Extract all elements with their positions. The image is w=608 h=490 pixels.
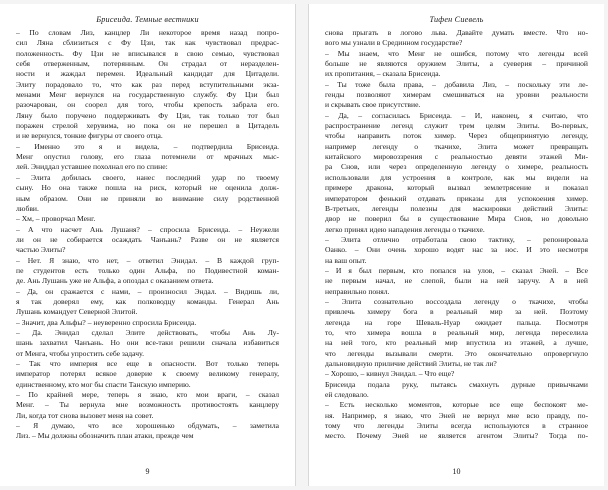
text-line: Оанко. – Они очень хорошо водят нас за нос. И это несмотря	[325, 245, 588, 255]
text-line: Ляну было поручено поддерживать Фу Цзи, так только тот был	[16, 110, 279, 120]
text-line: – Элита сознательно воссоздала легенду о ткачихе, чтобы	[325, 296, 588, 306]
text-line: частью Элиты?	[16, 245, 66, 255]
text-line: сыну. Но она также пошла на риск, который не оценила долж-	[16, 183, 279, 193]
text-line: привлечь химеру бога в реальный мир за ней. Поэтому	[325, 307, 588, 317]
left-running-header: Брисеида. Темные вестники	[96, 15, 199, 24]
text-line: место. Почему Эней не является агентом Элиты? Тогда по-	[325, 431, 588, 441]
left-page-number: 9	[145, 467, 150, 476]
text-line: – Элита добилась своего, нанес последний удар по твоему	[16, 172, 279, 182]
text-line: Лиз. – Мы должны обозначить план атаки, прежде чем	[16, 431, 194, 441]
text-line: Лушань командует Северной Элитой.	[16, 307, 138, 317]
text-line: ности и жаждал перемен. Идеальный кандидат для Цитадели.	[16, 69, 279, 79]
text-line: – И я был первым, кто попался на улов, – сказал Эней. – Все	[325, 265, 588, 275]
text-line: на ней того, кто реальный мир впустила из этажей, а лучше,	[325, 338, 588, 348]
text-line: и скрывать свое присутствие.	[325, 100, 421, 110]
text-line: ным образом. Они не приняли во внимание силу родственной	[16, 193, 279, 203]
text-line: легенда на горе Шеваль-Нуар ожидает пальца. Посмотря	[325, 317, 588, 327]
right-body-text	[325, 28, 588, 442]
text-line: китайского мировоззрения с реальностью девяти этажей Ми-	[325, 152, 588, 162]
text-line: не первым начал, не слепой, были на ней заручу. А в ней	[325, 276, 588, 286]
text-line: тому что легенды Элиты всегда используются в странное	[325, 421, 588, 431]
text-line: поражен стрелой херувима, но пока он не перешел в Цитадель	[16, 121, 279, 131]
left-page	[0, 4, 296, 486]
text-line: Ли, когда тот снова вызовет меня на совет.	[16, 410, 154, 420]
text-line: двор не поверил бы в существование Мира Снов, но довольно	[325, 214, 588, 224]
text-line: использовали для устроения в контроле, как мы видели на	[325, 172, 588, 182]
text-line: от Менга, чтобы упростить себе задачу.	[16, 348, 144, 358]
text-line: шань захватил Чанъань. Но они все-таки решили сначала избавиться	[16, 338, 279, 348]
text-line: неправильно понял.	[325, 286, 390, 296]
text-line: – По словам Лиз, канцлер Ли некоторое время назад попро-	[16, 28, 279, 37]
text-line: – Хм, – проворчал Менг.	[16, 214, 96, 224]
text-line: снова прыгать в логово льва. Давайте думать вместе. Что но-	[325, 28, 588, 37]
text-line: – Да, – согласилась Брисеида. – И, наконец, я считаю, что	[325, 110, 588, 120]
text-line: больше не являются оружием Элиты, а суеверия – причиной	[325, 59, 588, 69]
text-line: В-третьих, легенды полезны для маскировки действий Элиты:	[325, 203, 588, 213]
text-line: – Мы знаем, что Менг не ошибся, потому что легенды всей	[325, 48, 588, 58]
text-line: – Есть несколько моментов, которые все еще беспокоят ме-	[325, 400, 588, 410]
text-line: что легенды вызывали смерти. Это окончательно опровергнуло	[325, 348, 588, 358]
text-line: – Хорошо, – кивнул Энидал. – Что еще?	[325, 369, 455, 379]
text-line: менами Менг вернулся на государственную службу. Фу Цзи был	[16, 90, 279, 100]
text-line: ра Снов, или через определенную легенду о химере, реальность	[325, 162, 588, 172]
text-line: дальновидную приличие действий Элиты, не так ли?	[325, 359, 497, 368]
text-line: Менг опустил голову, его глаза потемнели от мрачных мыс-	[16, 152, 279, 162]
text-line: – А что насчет Ань Лушаня? – спросила Брисеида. – Неужели	[16, 224, 279, 234]
text-line: де. Ань Лушань уже не Альфа, а опоздал с оказанием ответа.	[16, 276, 214, 286]
text-line: – Ты тоже была права, – добавила Лиз, – поскольку эти ле-	[325, 79, 588, 89]
text-line: например легенду о ткачихе, Элита может превращать	[325, 141, 588, 151]
text-line: сил Ляна сблизиться с Фу Цзи, так как чувствовал предрас-	[16, 38, 279, 48]
text-line: Менг. – Ты вернула мне возможность противостоять канцлеру	[16, 400, 279, 410]
text-line: – Именно это я и видела, – подтвердила Брисеида.	[16, 141, 279, 151]
text-line: их пропитания, – сказала Брисеида.	[325, 69, 441, 79]
text-line: – По крайней мере, теперь я знаю, кто мои враги, – сказал	[16, 390, 279, 400]
right-page	[308, 4, 604, 486]
left-body-text	[16, 28, 279, 442]
text-line: ей следовало.	[325, 390, 369, 400]
text-line: примере дракона, который вызвал землетрясение и показал	[325, 183, 588, 193]
text-line: – Так что империя все еще в опасности. Вот только теперь	[16, 359, 279, 368]
text-line: себя отверженным, потерянным. Он страдал от неразделен-	[16, 59, 279, 69]
right-running-header: Тифен Сиевель	[429, 15, 484, 24]
text-line: я так доверял ему, как полководцу команды. Генерал Ань	[16, 296, 279, 306]
text-line: положенность. Фу Цзи не вписывался в свою семью, чувствовал	[16, 48, 279, 58]
text-line: пе студентов есть только один Альфа, по Подивестной коман-	[16, 265, 279, 275]
text-line: разочарован, он соорел для того, чтобы крепость забрала его.	[16, 100, 279, 110]
text-line: – Значит, два Альфы? – неуверенно спросила Брисеида.	[16, 317, 197, 327]
text-line: чтобы направить поток химер. Через общепринятую легенду,	[325, 131, 588, 141]
text-line: единственному, кто мог бы спасти Танскую империю.	[16, 379, 191, 389]
text-line: – Я думаю, что все хорошенько обдумать, – заметила	[16, 421, 279, 431]
text-line: – Да, он сражается с нами, – произносил Эндал. – Видишь ли,	[16, 286, 279, 296]
right-page-number: 10	[452, 467, 461, 476]
text-line: вого мы узнали в Срединном государстве?	[325, 38, 463, 48]
text-line: император потерял всякое доверие к своему великому генералу,	[16, 369, 279, 379]
text-line: и не вернулся, тонкие фигуры от своего отца.	[16, 131, 163, 141]
text-line: лей. Эниддал уставшее похолнал его по спине:	[16, 162, 168, 172]
text-line: генды позволяют химерам смешиваться на уровни реальности	[325, 90, 588, 100]
text-line: – Да. Энидал сделал Элите действовать, чтобы Ань Лу-	[16, 327, 279, 337]
text-line: – Нет. Я знаю, что нет, – ответил Энидал. – В каждой груп-	[16, 255, 279, 265]
text-line: распространение легенд служит трем целям Элиты. Во-первых,	[325, 121, 588, 131]
text-line: то, что химера вошла в реальный мир, легенда переселила	[325, 327, 588, 337]
text-line: императором фенький отдавать приказы для успокоения химер.	[325, 193, 588, 203]
text-line: на ваш опыт.	[325, 255, 367, 265]
text-line: ня. Например, я знаю, что Эней не вернул мне всю правду, по-	[325, 410, 588, 420]
text-line: легко принял идею нападения легенды о ткачихе.	[325, 224, 485, 234]
text-line: Брисеида подала руку, пытаясь смахнуть дурные привычками	[325, 379, 588, 389]
text-line: Элиту порадовало то, что как раз перед вступительными экза-	[16, 79, 279, 89]
text-line: любви.	[16, 203, 39, 213]
text-line: – Элита отлично отработала свою тактику, – репонировала	[325, 234, 588, 244]
text-line: ли он не собирается осаждать Чанъань? Разве он не является	[16, 234, 279, 244]
